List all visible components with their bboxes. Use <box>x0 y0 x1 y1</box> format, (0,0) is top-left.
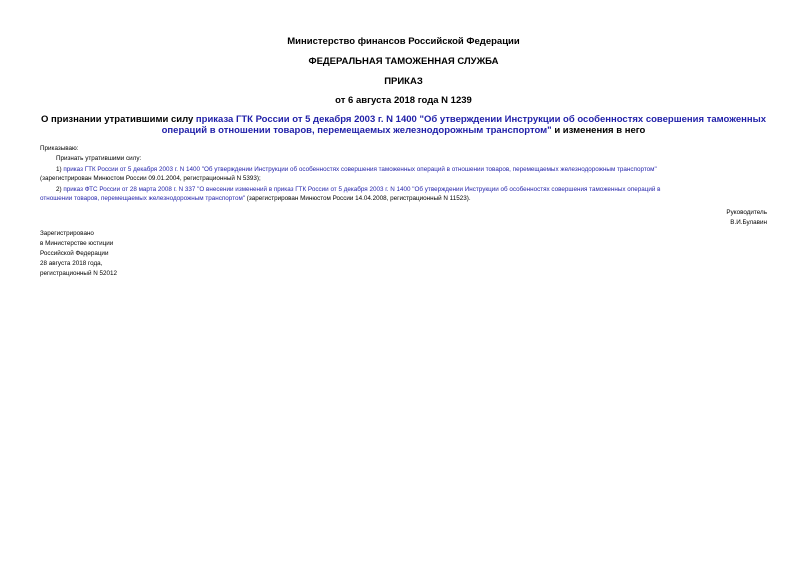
service-heading: ФЕДЕРАЛЬНАЯ ТАМОЖЕННАЯ СЛУЖБА <box>308 56 499 67</box>
title-link[interactable]: приказа ГТК России от 5 декабря 2003 г. N 1400 "Об утверждении Инструкции об особенностях совершения таможенных операций в отношении товаров, перемещаемых железнодорожным транспортом" <box>161 114 766 136</box>
list-item-1-registration: (зарегистрирован Минюстом России 09.01.2004, регистрационный N 5393); <box>40 175 261 182</box>
date-number-heading: от 6 августа 2018 года N 1239 <box>335 95 472 106</box>
item-1-link[interactable]: приказ ГТК России от 5 декабря 2003 г. N 1400 "Об утверждении Инструкции об особенностях совершения таможенных операций в отношении товаров, перемещаемых железнодорожным транспортом" <box>63 166 657 173</box>
registration-line-5: регистрационный N 52012 <box>40 270 118 277</box>
registration-line-2: в Министерстве юстиции <box>40 240 114 247</box>
list-item-1 <box>56 166 657 175</box>
list-item-2-continued <box>40 195 471 204</box>
registration-line-4: 28 августа 2018 года, <box>40 260 103 267</box>
registration-line-3: Российской Федерации <box>40 250 109 257</box>
title-prefix: О признании утратившими силу <box>41 114 196 125</box>
document-title <box>30 114 777 136</box>
recognize-text: Признать утратившими силу: <box>56 155 142 162</box>
item-2-registration: (зарегистрирован Минюстом России 14.04.2008, регистрационный N 11523). <box>245 195 471 202</box>
ministry-heading: Министерство финансов Российской Федерации <box>287 36 520 47</box>
registration-line-1: Зарегистрировано <box>40 230 94 237</box>
signature-name: В.И.Булавин <box>730 219 767 226</box>
signature-role: Руководитель <box>726 209 767 216</box>
doc-type-heading: ПРИКАЗ <box>384 76 423 87</box>
item-2-number: 2) <box>56 186 64 193</box>
item-2-link-continued[interactable]: отношении товаров, перемещаемых железнодорожным транспортом" <box>40 195 246 202</box>
list-item-2 <box>56 186 660 195</box>
item-1-number: 1) <box>56 166 64 173</box>
item-2-link[interactable]: приказ ФТС России от 28 марта 2008 г. N 337 "О внесении изменений в приказ ГТК России от 5 декабря 2003 г. N 1400 "Об утверждении Инструкции об особенностях совершения таможенных операций в <box>63 186 661 193</box>
title-suffix: и изменения в него <box>551 125 646 136</box>
intro-text: Приказываю: <box>40 145 79 152</box>
